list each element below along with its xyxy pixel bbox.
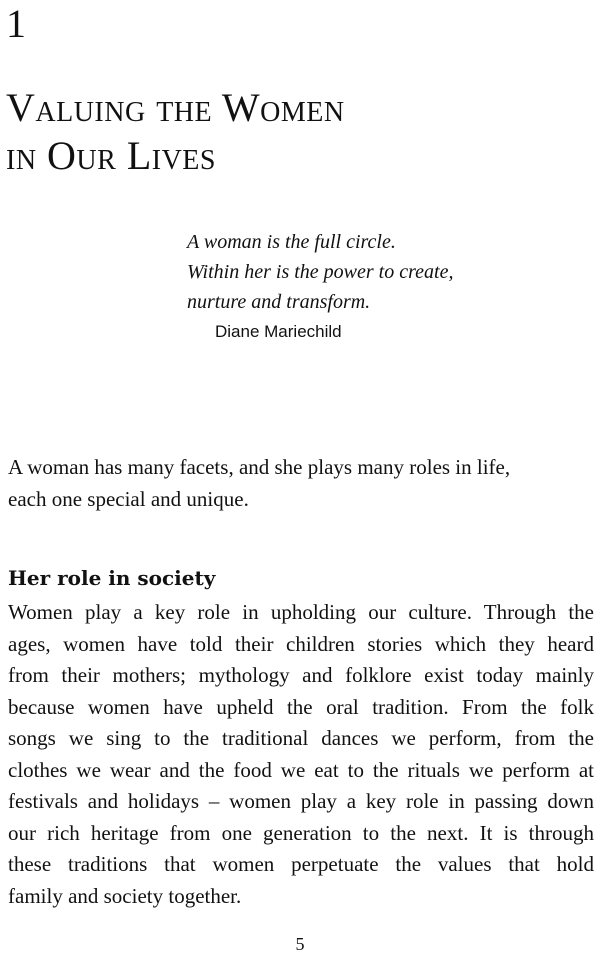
paragraph-line: songs we sing to the traditional dances we perform, from the — [8, 726, 594, 750]
chapter-title-line: in Our Lives — [6, 133, 216, 178]
chapter-title — [6, 84, 345, 180]
page-number: 5 — [295, 934, 305, 954]
paragraph-line: clothes we wear and the food we eat to the rituals we perform at — [8, 757, 594, 782]
paragraph-line: family and society together. — [8, 883, 242, 908]
paragraph-line: Women play a key role in upholding our culture. Through the — [8, 600, 594, 624]
chapter-number: 1 — [6, 1, 26, 46]
paragraph-line: our rich heritage from one generation to the next. It is through — [8, 820, 594, 845]
section-heading: Her role in society — [8, 566, 216, 590]
intro-line: A woman has many facets, and she plays many roles in life, — [8, 455, 511, 479]
intro-line: each one special and unique. — [8, 486, 249, 511]
intro-paragraph — [8, 452, 510, 515]
paragraph-line: festivals and holidays – women play a key role in passing down — [8, 789, 594, 813]
epigraph-line: nurture and transform. — [187, 291, 371, 313]
section-paragraph — [8, 597, 594, 912]
epigraph-author: Diane Mariechild — [215, 322, 342, 341]
paragraph-line: from their mothers; mythology and folklore exist today mainly — [8, 663, 594, 687]
epigraph — [187, 227, 453, 317]
paragraph-line: ages, women have told their children stories which they heard — [8, 631, 594, 656]
chapter-title-line: Valuing the Women — [6, 85, 345, 130]
epigraph-line: Within her is the power to create, — [187, 261, 454, 283]
paragraph-line: because women have upheld the oral tradition. From the folk — [8, 694, 594, 719]
paragraph-line: these traditions that women perpetuate the values that hold — [8, 852, 594, 876]
epigraph-line: A woman is the full circle. — [187, 231, 396, 253]
